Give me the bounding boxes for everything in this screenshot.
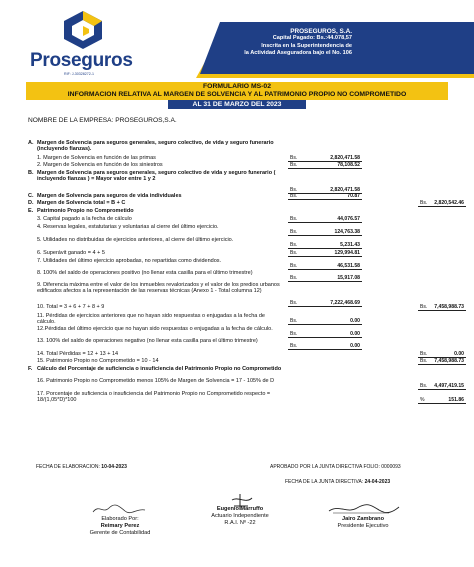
prepared-by-label: Elaborado Por: [101, 516, 139, 522]
total-amount-cell [418, 200, 466, 207]
partial-amount-cell [288, 216, 362, 223]
signature-image [85, 502, 155, 516]
amount-value: 0.00 [350, 318, 360, 324]
approval-line: APROBADO POR LA JUNTA DIRECTIVA FOLIO: 0000093 [270, 464, 401, 470]
total-amount-cell [418, 358, 466, 365]
partial-amount-cell [288, 331, 362, 338]
partial-amount-cell [288, 275, 362, 282]
row-description: 3. Capital pagado a la fecha de cálculo [37, 216, 132, 222]
row-letter: B. [28, 170, 34, 176]
form-description: INFORMACION RELATIVA AL MARGEN DE SOLVENCIA Y AL PATRIMONIO PROPIO NO COMPROMETIDO [67, 91, 407, 99]
currency-label: Bs. [290, 275, 298, 281]
row-description: 6. Superávit ganado = 4 + 5 [37, 250, 105, 256]
row-description: Patrimonio Propio no Comprometido [37, 208, 134, 214]
signer-name: Eugenio Marruffo [216, 506, 264, 512]
row-description: 11. Pérdidas de ejercicios anteriores que no hayan sido respuestas o enjugadas a la fecha de cálculo. [37, 313, 265, 326]
row-description: Margen de Solvencia para seguros de vida individuales [37, 193, 182, 199]
row-letter: E. [28, 208, 34, 214]
row-description: 9. Diferencia máxima entre el valor de los inmuebles revalorizados y el valor de los predios urbanos edificados afectos a la representación de las reservas técnicas (Anexo 1 - Total columna 12) [37, 282, 280, 295]
board-date-value: 24-04-2023 [364, 479, 391, 485]
paid-capital: Capital Pagado: Bs.:44.078,57 [272, 35, 352, 42]
signature-image [323, 502, 403, 516]
report-date: AL 31 DE MARZO DEL 2023 [168, 100, 306, 109]
partial-amount-cell [288, 318, 362, 325]
total-amount-cell [418, 383, 466, 390]
board-date [285, 479, 390, 485]
form-code: FORMULARIO MS-02 [203, 83, 271, 90]
signer-name: Jairo Zambrano [342, 516, 384, 522]
row-description: Margen de Solvencia total = B + C [37, 200, 126, 206]
row-letter: A. [28, 140, 34, 146]
amount-value: 0.00 [454, 351, 464, 357]
currency-label: Bs. [290, 300, 298, 306]
partial-amount-cell [288, 193, 362, 200]
board-date-label: FECHA DE LA JUNTA DIRECTIVA: [285, 479, 364, 485]
currency-label: Bs. [290, 331, 298, 337]
row-letter: F. [28, 366, 33, 372]
row-description: 13. 100% del saldo de operaciones negativo (no llenar esta casilla para el último trimestre) [37, 338, 258, 344]
currency-label: Bs. [420, 304, 428, 310]
currency-label: Bs. [290, 162, 298, 168]
signer-name: Reimary Perez [100, 523, 140, 530]
inscription-line-1: Inscrita en la Superintendencia de [261, 42, 352, 49]
row-description: 8. 100% del saldo de operaciones positivo (no llenar esta casilla para el último trimestre) [37, 270, 253, 276]
amount-value: 7,458,988.73 [434, 304, 464, 310]
amount-value: 2,820,471.58 [330, 155, 360, 161]
row-description: 17. Porcentaje de suficiencia o insuficiencia del Patrimonio Propio no Comprometido respecto = 18/(1,05*D)*100 [37, 391, 271, 404]
currency-label: Bs. [290, 229, 298, 235]
partial-amount-cell [288, 162, 362, 169]
currency-label: Bs. [290, 242, 298, 248]
signature-block-accounting [60, 502, 180, 538]
elaboration-date-label: FECHA DE ELABORACION: [36, 464, 100, 470]
partial-amount-cell [288, 250, 362, 257]
currency-label: Bs. [420, 383, 428, 389]
row-description: 12.Pérdidas del último ejercicio que no hayan sido respuestas o enjugadas a la fecha de cálculo. [37, 326, 273, 332]
partial-amount-cell [288, 155, 362, 162]
partial-amount-cell [288, 263, 362, 270]
row-description: Margen de Solvencia para seguros generales, seguro colectivo de vida y seguro funerario ( incluyendo fianzas ) = Mayor valor entre 1 y 2 [37, 170, 276, 183]
partial-amount-cell [288, 343, 362, 350]
signature-block-president [298, 502, 428, 530]
currency-label: Bs. [290, 263, 298, 269]
currency-label: Bs. [290, 155, 298, 161]
signature-block-actuary [170, 506, 310, 528]
amount-value: 2,820,542.46 [434, 200, 464, 206]
amount-value: 0.00 [350, 331, 360, 337]
total-amount-cell [418, 304, 466, 311]
currency-label: Bs. [290, 250, 298, 256]
inscription-line-2: la Actividad Aseguradora bajo el No. 106 [244, 50, 352, 57]
row-description: 5. Utilidades no distribuidas de ejercicios anteriores, al cierre del último ejercicio. [37, 237, 234, 243]
amount-value: 124,763.38 [334, 229, 360, 235]
row-description: 15. Patrimonio Propio no Comprometido = 10 - 14 [37, 358, 159, 364]
row-description: 7. Utilidades del último ejercicio aprobadas, no repartidas como dividendos. [37, 258, 222, 264]
total-amount-cell [418, 351, 466, 358]
rif-number: RIF: J-30328272-1 [64, 72, 94, 76]
currency-label: Bs. [290, 187, 298, 193]
currency-label: % [420, 397, 425, 403]
row-letter: D. [28, 200, 34, 206]
currency-label: Bs. [290, 318, 298, 324]
signature-image [210, 492, 270, 512]
elaboration-date [36, 464, 127, 470]
signer-role: Actuario Independiente [211, 513, 269, 520]
amount-value: 78,108.52 [337, 162, 360, 168]
amount-value: 5,231.43 [340, 242, 360, 248]
partial-amount-cell [288, 242, 362, 249]
amount-value: 15,917.08 [337, 275, 360, 281]
elaboration-date-value: 10-04-2023 [101, 464, 127, 470]
amount-value: 0.00 [350, 343, 360, 349]
signer-role: Presidente Ejecutivo [337, 523, 389, 530]
row-description: Margen de Solvencia para seguros generales, seguro colectivo, de vida y seguro funerario (incluyendo fianzas). [37, 140, 274, 153]
row-description: Cálculo del Porcentaje de suficiencia o insuficiencia del Patrimonio Propio no Comprometido [37, 366, 282, 372]
partial-amount-cell [288, 300, 362, 307]
amount-value: 4,497,419.15 [434, 383, 464, 389]
amount-value: 129,994.81 [334, 250, 360, 256]
row-description: 16. Patrimonio Propio no Comprometido menos 105% de Margen de Solvencia = 17 - 105% de D [37, 378, 275, 384]
currency-label: Bs. [290, 216, 298, 222]
total-amount-cell [418, 397, 466, 404]
signer-role: Gerente de Contabilidad [89, 530, 151, 537]
row-description: 1. Margen de Solvencia en función de las primas [37, 155, 156, 161]
amount-value: 2,820,471.58 [330, 187, 360, 193]
row-description: 10. Total = 3 + 6 + 7 + 8 + 9 [37, 304, 105, 310]
amount-value: 7,458,988.73 [434, 358, 464, 364]
currency-label: Bs. [290, 193, 298, 199]
amount-value: 70.87 [347, 193, 360, 199]
currency-label: Bs. [420, 200, 428, 206]
amount-value: 46,531.58 [337, 263, 360, 269]
company-name: PROSEGUROS, S.A. [290, 28, 352, 35]
currency-label: Bs. [420, 358, 428, 364]
row-description: 4. Reservas legales, estatutarias y voluntarias al cierre del último ejercicio. [37, 224, 219, 230]
row-description: 2. Margen de Solvencia en función de los siniestros [37, 162, 163, 168]
company-line: NOMBRE DE LA EMPRESA: PROSEGUROS,S.A. [28, 117, 177, 124]
currency-label: Bs. [420, 351, 428, 357]
amount-value: 7,222,468.69 [330, 300, 360, 306]
row-description: 14. Total Pérdidas = 12 + 13 + 14 [37, 351, 119, 357]
partial-amount-cell [288, 229, 362, 236]
amount-value: 151.86 [448, 397, 464, 403]
brand-wordmark: Proseguros [30, 50, 133, 71]
amount-value: 44,076.57 [337, 216, 360, 222]
row-letter: C. [28, 193, 34, 199]
currency-label: Bs. [290, 343, 298, 349]
signer-registration: R.A.I. Nº -22 [224, 520, 256, 527]
